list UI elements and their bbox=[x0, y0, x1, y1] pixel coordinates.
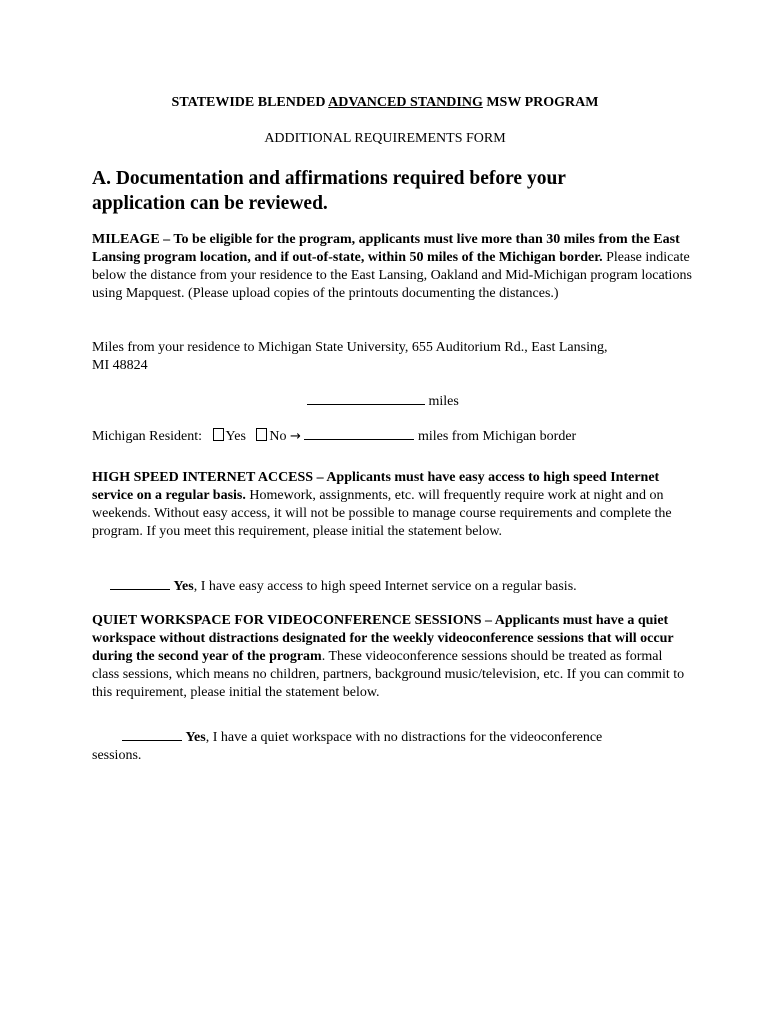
internet-paragraph bbox=[92, 469, 692, 541]
program-title bbox=[0, 94, 770, 112]
mileage-instructions: Please indicate below the distance from your residence to the East Lansing, Oakland and Mid-Michigan program locations using Mapquest. (Please upload copies of the printouts documenting the distances.) bbox=[92, 250, 692, 301]
title-part: STATEWIDE BLENDED bbox=[171, 95, 329, 110]
yes-checkbox[interactable] bbox=[213, 428, 224, 441]
title-underlined: ADVANCED STANDING bbox=[328, 95, 483, 110]
heading-line: A. Documentation and affirmations required before your bbox=[92, 168, 566, 189]
internet-statement: , I have easy access to high speed Internet service on a regular basis. bbox=[193, 579, 577, 594]
workspace-initial-line bbox=[92, 728, 692, 747]
resident-label: Michigan Resident: bbox=[92, 429, 203, 444]
no-checkbox[interactable] bbox=[256, 428, 267, 441]
workspace-statement: , I have a quiet workspace with no distractions for the videoconference bbox=[205, 730, 603, 745]
arrow-right-icon: → bbox=[290, 429, 301, 444]
workspace-initial-field[interactable] bbox=[122, 728, 182, 741]
no-label: No bbox=[269, 429, 287, 444]
msu-miles-field[interactable] bbox=[307, 392, 425, 405]
msu-line: Miles from your residence to Michigan State University, 655 Auditorium Rd., East Lansing, bbox=[92, 340, 608, 355]
yes-label: Yes bbox=[225, 429, 246, 444]
workspace-paragraph bbox=[92, 612, 692, 702]
resident-row bbox=[92, 427, 576, 446]
workspace-requirement: QUIET WORKSPACE FOR VIDEOCONFERENCE SESSIONS – Applicants must have a quiet workspace without distractions designated for the weekly videoconference sessions that will occur during the second year of the program bbox=[92, 613, 674, 664]
title-part: MSW PROGRAM bbox=[482, 95, 599, 110]
msu-line: MI 48824 bbox=[92, 358, 148, 373]
workspace-instructions: . These videoconference sessions should be treated as formal class sessions, which means no children, partners, background music/television, etc. If you can commit to this requirement, please initial the statement below. bbox=[92, 649, 685, 700]
internet-yes: Yes bbox=[173, 579, 194, 594]
heading-line: application can be reviewed. bbox=[92, 193, 328, 214]
mileage-requirement: MILEAGE – To be eligible for the program, applicants must live more than 30 miles from the East Lansing program location, and if out-of-state, within 50 miles of the Michigan border. bbox=[92, 232, 680, 265]
border-miles-field[interactable] bbox=[304, 427, 414, 440]
workspace-initial-row bbox=[92, 728, 692, 765]
internet-instructions: Homework, assignments, etc. will frequently require work at night and on weekends. Without easy access, it will not be possible to manage course requirements and complete the program. If you meet this requirement, please initial the statement below. bbox=[92, 488, 672, 539]
msu-distance-label bbox=[92, 339, 692, 375]
border-miles-label: miles from Michigan border bbox=[417, 429, 577, 444]
internet-requirement: HIGH SPEED INTERNET ACCESS – Applicants must have easy access to high speed Internet service on a regular basis. bbox=[92, 470, 660, 503]
internet-initial-row bbox=[110, 577, 577, 596]
workspace-statement-end: sessions. bbox=[92, 748, 142, 763]
form-subtitle: ADDITIONAL REQUIREMENTS FORM bbox=[264, 131, 506, 146]
workspace-yes: Yes bbox=[185, 730, 206, 745]
section-a-heading bbox=[92, 166, 566, 216]
mileage-paragraph bbox=[92, 231, 692, 303]
miles-label: miles bbox=[428, 394, 459, 409]
internet-initial-field[interactable] bbox=[110, 577, 170, 590]
msu-miles-row bbox=[307, 392, 459, 411]
